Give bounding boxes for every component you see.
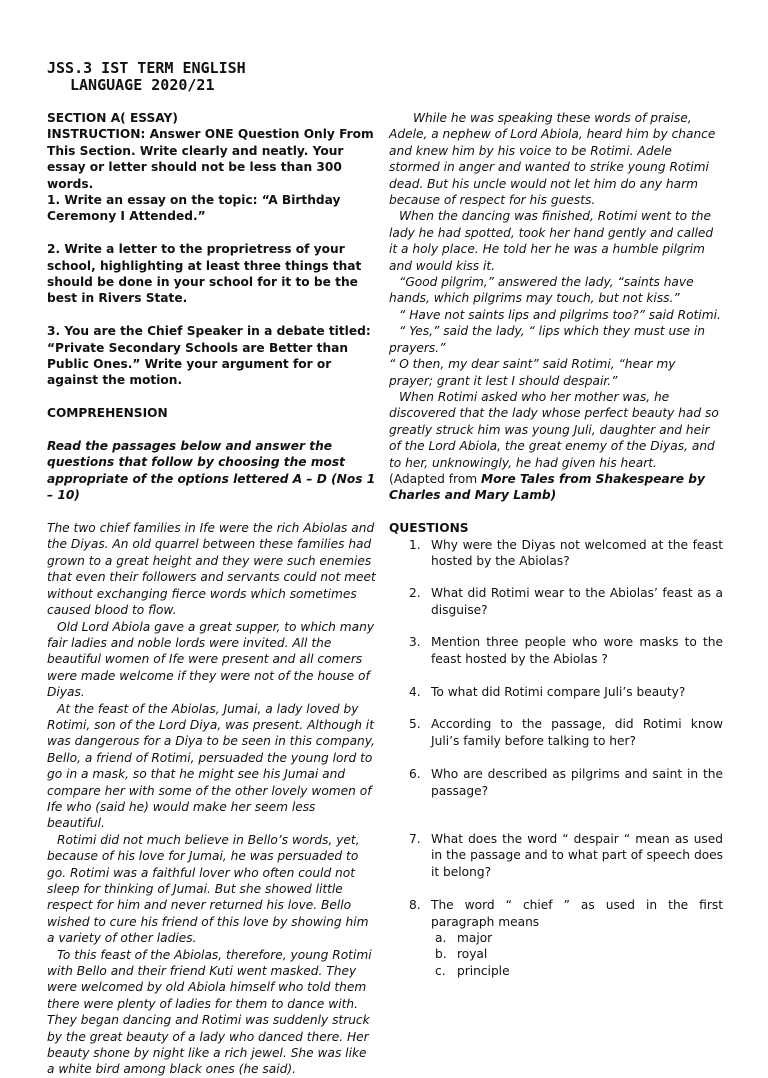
question-number: 4. xyxy=(409,684,421,699)
passage-paragraph-1: The two chief families in Ife were the rich Abiolas and the Diyas. An old quarrel between these families had grown to a great height and they were such enemies that even their followers and servants could not meet without exchanging fierce words which sometimes caused blood to flow. xyxy=(47,521,376,618)
passage-paragraph-6: While he was speaking these words of praise, Adele, a nephew of Lord Abiola, heard him by chance and knew him by his voice to be Rotimi. Adele stormed in anger and wanted to strike young Rotimi dead. But his uncle would not let him do any harm because of respect for his guests. xyxy=(389,111,716,208)
question-number: 5. xyxy=(409,717,421,732)
passage-paragraph-11: “ O then, my dear saint” said Rotimi, “hear my prayer; grant it lest I should despair.” xyxy=(389,357,676,388)
passage-paragraph-7: When the dancing was finished, Rotimi went to the lady he had spotted, took her hand gently and called it a holy place. He told her he was a humble pilgrim and would kiss it. xyxy=(389,209,714,273)
passage-paragraph-12: When Rotimi asked who her mother was, he discovered that the lady whose perfect beauty had so greatly struck him was young Juli, daughter and heir of the Lord Abiola, the great enemy of the Diyas, and to her, unknowingly, he had given his heart. xyxy=(389,389,719,470)
question-number: 7. xyxy=(409,832,421,847)
essay-question-3: 3. You are the Chief Speaker in a debate titled: “Private Secondary Schools are Better than Public Ones.” Write your argument for or against the motion. xyxy=(47,324,371,388)
question-text: What did Rotimi wear to the Abiolas’ feast as a disguise? xyxy=(431,586,723,617)
source-title: More Tales from Shakespeare by Charles and Mary Lamb) xyxy=(389,471,705,503)
title-line-1: JSS.3 IST TERM ENGLISH xyxy=(47,59,246,77)
essay-question-2: 2. Write a letter to the proprietress of your school, highlighting at least three things that should be done in your school for it to be the best in Rivers State. xyxy=(47,242,362,306)
passage-paragraph-3: At the feast of the Abiolas, Jumai, a lady loved by Rotimi, son of the Lord Diya, was present. Although it was dangerous for a Diya to be seen in this company, Bello, a friend of Rotimi, persuaded the young lord to go in a mask, so that he might see his Jumai and compare her with some of the other lovely women of Ife who (said he) would make her seem less beautiful. xyxy=(47,701,375,831)
question-number: 8. xyxy=(409,898,421,913)
question-item xyxy=(389,537,723,570)
passage-paragraph-4: Rotimi did not much believe in Bello’s words, yet, because of his love for Jumai, he was persuaded to go. Rotimi was a faithful lover who often could not sleep for thinking of Jumai. But she showed little respect for him and never returned his love. Bello wished to cure his friend of this love by showing him a variety of other ladies. xyxy=(47,832,369,946)
passage-paragraph-2: Old Lord Abiola gave a great supper, to which many fair ladies and noble lords were invited. All the beautiful women of Ife were present and all comers were made welcome if they were not of the house of Diyas. xyxy=(47,619,375,700)
document-title xyxy=(47,60,246,94)
passage-paragraph-8: “Good pilgrim,” answered the lady, “saints have hands, which pilgrims may touch, but not kiss.” xyxy=(389,275,694,306)
option-item xyxy=(431,946,723,962)
essay-section-heading: SECTION A( ESSAY) xyxy=(47,111,178,125)
question-item xyxy=(389,585,723,618)
essay-question-1: 1. Write an essay on the topic: “A Birthday Ceremony I Attended.” xyxy=(47,193,341,224)
passage-paragraph-10: “ Yes,” said the lady, “ lips which they must use in prayers.” xyxy=(389,324,706,355)
question-text: Why were the Diyas not welcomed at the feast hosted by the Abiolas? xyxy=(431,537,723,568)
question-item xyxy=(389,684,723,700)
question-number: 6. xyxy=(409,767,421,782)
option-item xyxy=(431,930,723,946)
option-text: royal xyxy=(457,947,488,962)
question-text: To what did Rotimi compare Juli’s beauty? xyxy=(431,684,686,699)
question-item xyxy=(389,766,723,799)
essay-instruction: INSTRUCTION: Answer ONE Question Only From This Section. Write clearly and neatly. Your essay or letter should not be less than 300 words. xyxy=(47,127,374,191)
question-text: Mention three people who wore masks to the feast hosted by the Abiolas ? xyxy=(431,635,723,666)
question-item xyxy=(389,897,723,979)
question-item xyxy=(389,831,723,880)
option-text: major xyxy=(457,931,493,946)
option-letter: c. xyxy=(435,963,446,978)
comprehension-instruction: Read the passages below and answer the questions that follow by choosing the most appropriate of the options lettered A – D (Nos 1 – 10) xyxy=(47,439,376,503)
left-column xyxy=(47,110,377,1078)
option-item xyxy=(431,963,723,979)
question-8-options xyxy=(431,930,723,979)
source-prefix: (Adapted from xyxy=(389,471,481,486)
passage-paragraph-5: To this feast of the Abiolas, therefore, young Rotimi with Bello and their friend Kuti went masked. They were welcomed by old Abiola himself who told them there were plenty of ladies for them to dance with. They began dancing and Rotimi was suddenly struck by the great beauty of a lady who danced there. Her beauty shone by night like a rich jewel. She was like a white bird among black ones (he said). xyxy=(47,947,372,1077)
passage-paragraph-9: “ Have not saints lips and pilgrims too?” said Rotimi. xyxy=(399,307,721,322)
option-letter: a. xyxy=(435,931,447,946)
question-text: The word “ chief ” as used in the first paragraph means xyxy=(431,898,723,929)
title-line-2: LANGUAGE 2020/21 xyxy=(70,76,215,94)
option-letter: b. xyxy=(435,947,447,962)
right-column xyxy=(389,110,723,979)
question-text: What does the word “ despair “ mean as used in the passage and to what part of speech does it belong? xyxy=(431,832,723,879)
question-text: According to the passage, did Rotimi know Juli’s family before talking to her? xyxy=(431,717,723,748)
option-text: principle xyxy=(457,963,510,978)
questions-list xyxy=(389,537,723,980)
question-item xyxy=(389,716,723,749)
question-number: 1. xyxy=(409,537,421,552)
passage-source xyxy=(389,471,723,504)
comprehension-heading: COMPREHENSION xyxy=(47,406,168,421)
question-number: 3. xyxy=(409,635,421,650)
question-text: Who are described as pilgrims and saint in the passage? xyxy=(431,767,723,798)
question-number: 2. xyxy=(409,586,421,601)
question-item xyxy=(389,634,723,667)
questions-heading: QUESTIONS xyxy=(389,521,469,536)
